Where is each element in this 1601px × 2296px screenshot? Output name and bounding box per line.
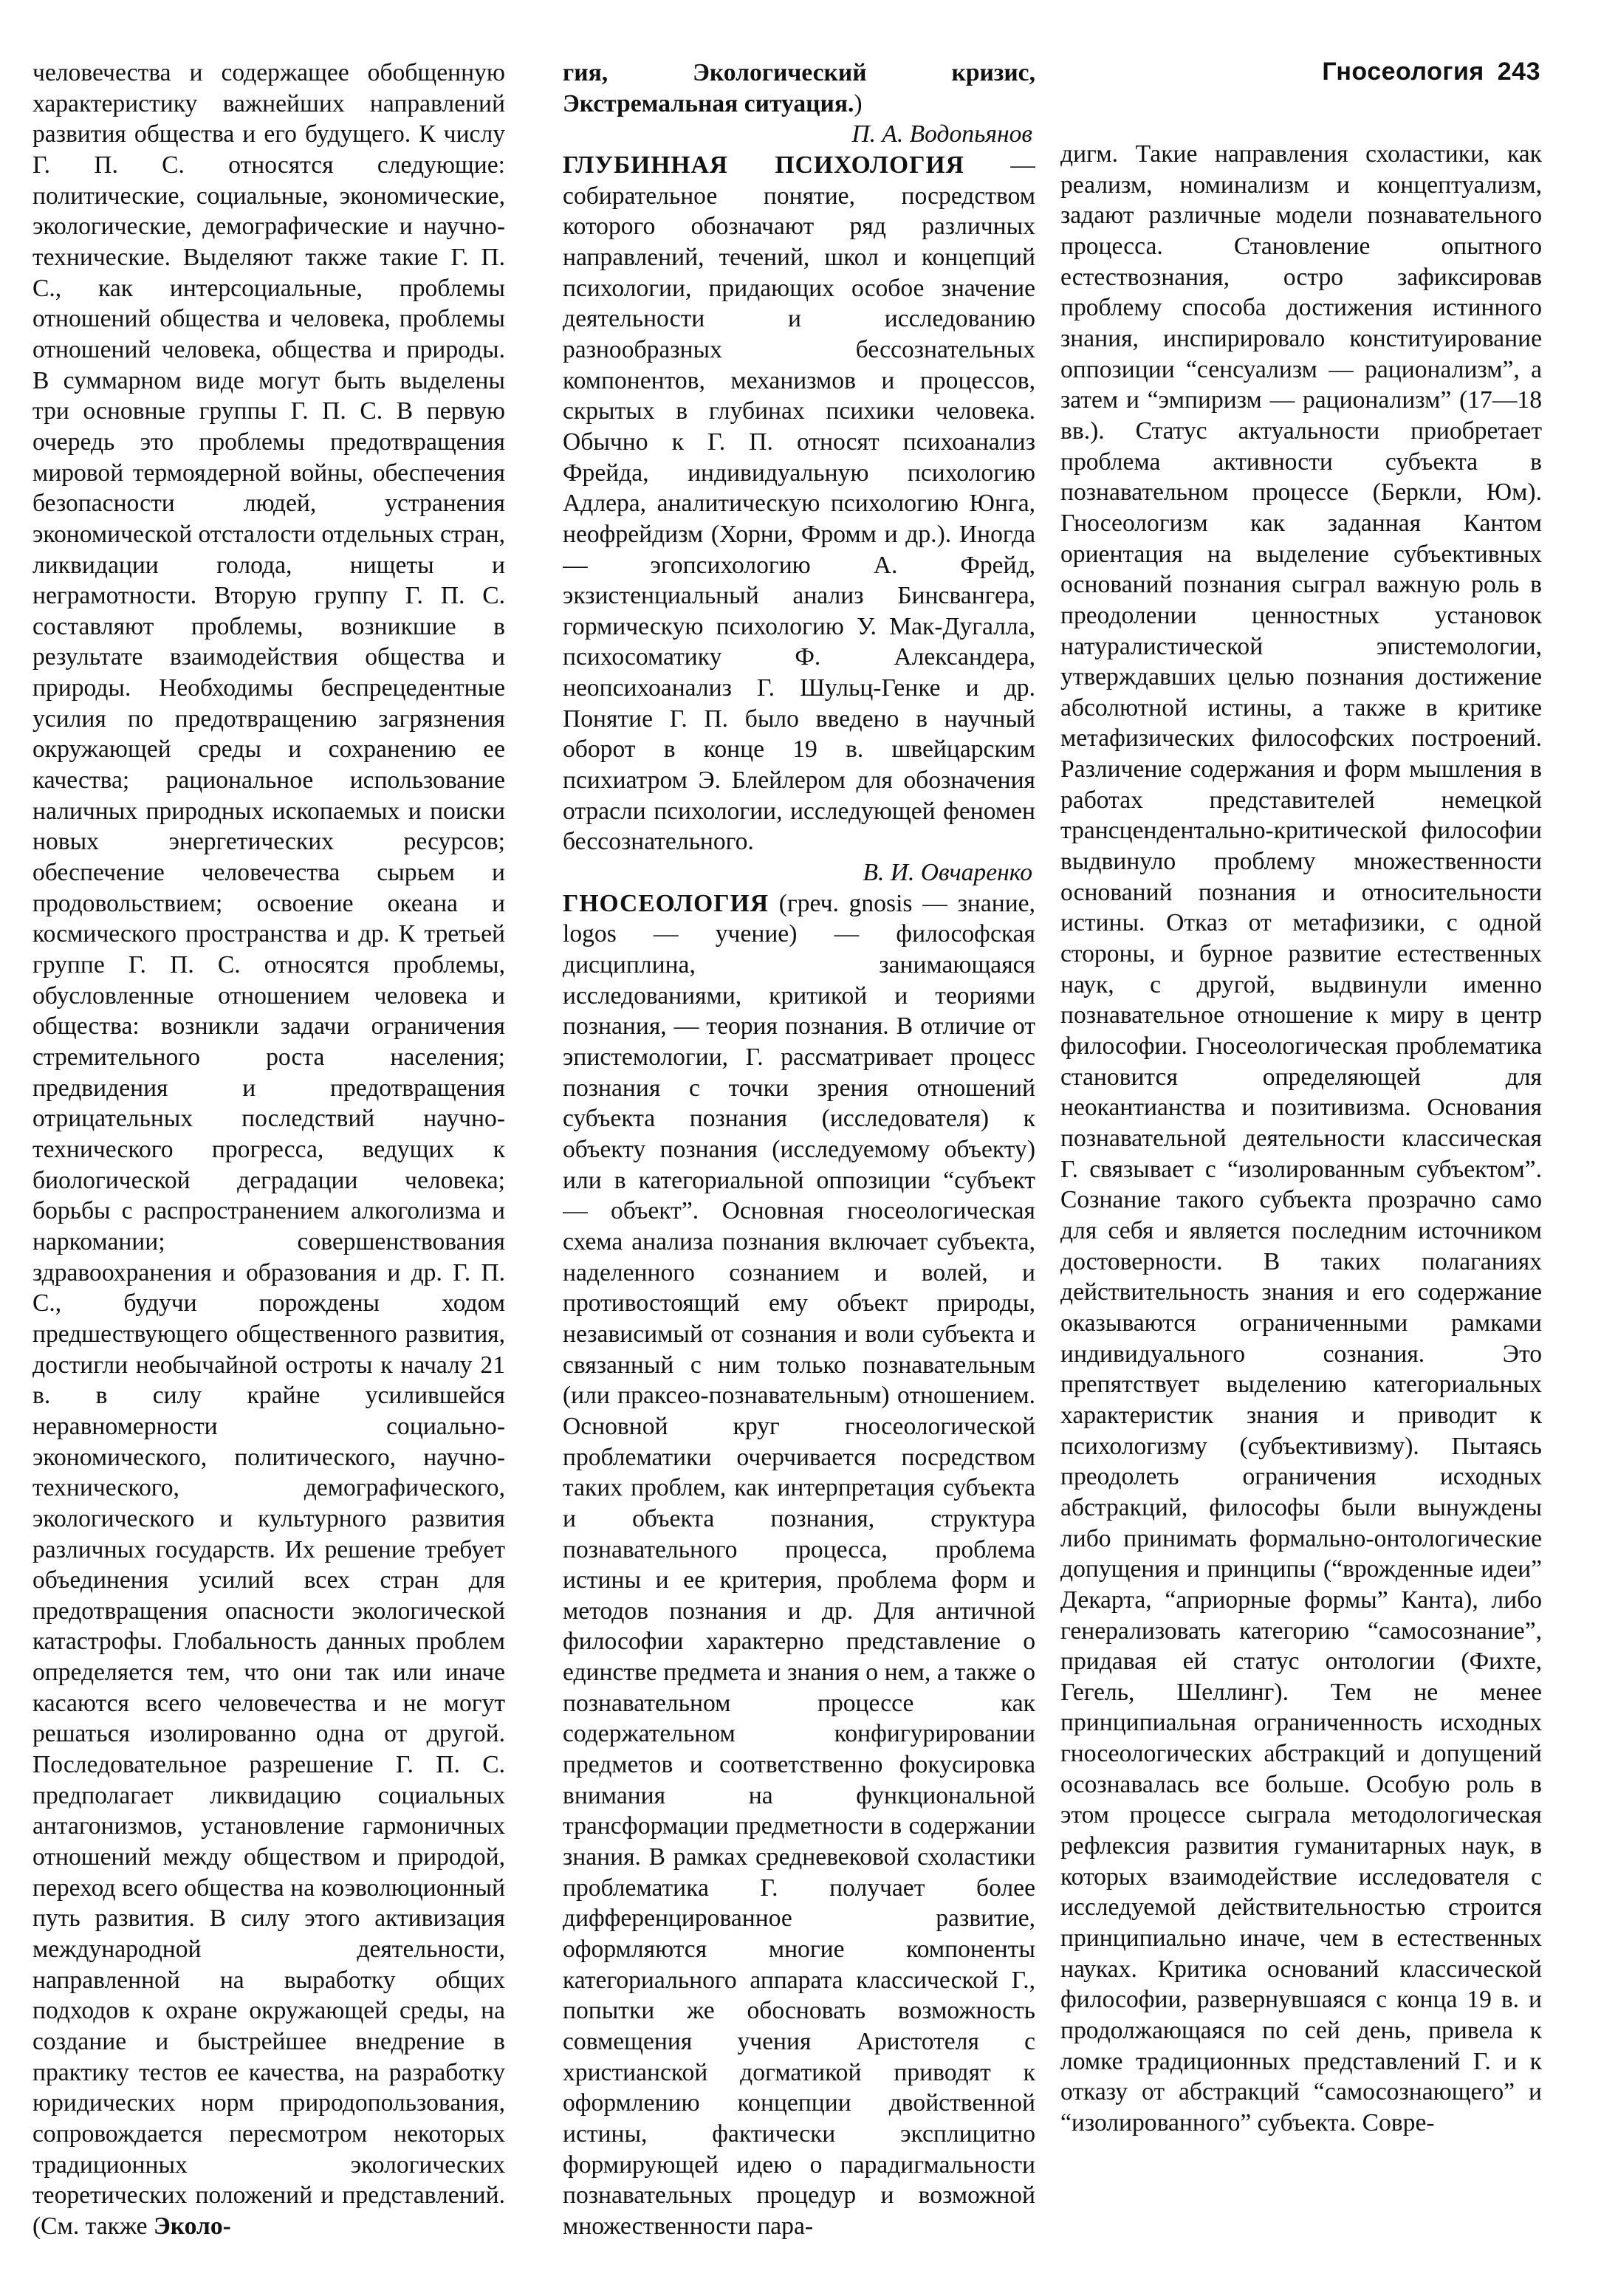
article-entry — [563, 150, 1035, 857]
cross-reference-start: Эколо- — [153, 2212, 231, 2240]
entry-headword: ГНОСЕОЛОГИЯ — [563, 889, 769, 917]
entry-headword: ГЛУБИННАЯ ПСИХОЛОГИЯ — [563, 151, 964, 179]
column-right — [1060, 139, 1542, 2266]
entry-body: — собирательное понятие, посредством которого обозначают ряд различных направлений, течений, школ и концепций психологии, придающих особое значение деятельности и исследованию разнообразных бессознательных компонентов, механизмов и процессов, скрытых в глубинах психики человека. Обычно к Г. П. относят психоанализ Фрейда, индивидуальную психологию Адлера, аналитическую психологию Юнга, неофрейдизм (Хорни, Фромм и др.). Иногда — эгопсихологию А. Фрейд, экзистенциальный анализ Бинсвангера, гормическую психологию У. Мак-Дугалла, психосоматику Ф. Александера, неопсихоанализ Г. Шульц-Генке и др. Понятие Г. П. было введено в научный оборот в конце 19 в. швейцарским психиатром Э. Блейлером для обозначения отрасли психологии, исследующей феномен бессознательного. — [563, 151, 1035, 856]
running-head — [1322, 58, 1540, 86]
running-head-title: Гносеология — [1322, 58, 1484, 86]
cross-reference-paragraph — [563, 58, 1035, 119]
article-author: В. И. Овчаренко — [863, 859, 1032, 887]
article-continuation-text: дигм. Такие направления схоластики, как реализм, номинализм и концептуализм, задают различные модели познавательного процесса. Становление опытного естествознания, остро зафиксировав проблему способа достижения истинного знания, инспирировало конституирование оппозиции “сенсуализм — рационализм”, а затем и “эмпиризм — рационализм” (17—18 вв.). Статус актуальности приобретает проблема активности субъекта в познавательном процессе (Беркли, Юм). Гносеологизм как заданная Кантом ориентация на выделение субъективных оснований познания сыграл важную роль в преодолении ценностных установок натуралистической эпистемологии, утверждавших целью познания достижение абсолютной истины, а также в критике метафизических философских построений. Различение содержания и форм мышления в работах представителей немецкой трансцендентально-критической философии выдвинуло проблему множественности оснований познания и относительности истины. Отказ от метафизики, с одной стороны, и бурное развитие естественных наук, с другой, выдвинули именно познавательное отношение к миру в центр философии. Гносеологическая проблематика становится определяющей для неокантианства и позитивизма. Основания познавательной деятельности классическая Г. связывает с “изолированным субъектом”. Сознание такого субъекта прозрачно само для себя и является последним источником достоверности. В таких полаганиях действительность знания и его содержание оказываются ограниченными рамками индивидуального сознания. Это препятствует выделению категориальных характеристик знания и приводит к психологизму (субъективизму). Пытаясь преодолеть ограничения исходных абстракций, философы были вынуждены либо принимать формально-онтологические допущения и принципы (“врожденные идеи” Декарта, “априорные формы” Канта), либо генерализовать категорию “самосознание”, придавая ей статус онтологии (Фихте, Гегель, Шеллинг). Тем не менее принципиальная ограниченность исходных гносеологических абстракций и допущений осознавалась все больше. Особую роль в этом процессе сыграла методологическая рефлексия развития гуманитарных наук, в которых взаимодействие исследователя с исследуемой действительностью строится принципиально иначе, чем в естественных науках. Критика оснований классической философии, развернувшаяся с конца 19 в. и продолжающаяся по сей день, привела к ломке традиционных представлений Г. и к отказу от абстракций “самосознающего” и “изолированного” субъекта. Совре- — [1060, 140, 1542, 2136]
page-number: 243 — [1497, 58, 1540, 86]
cross-reference-continuation: гия, Экологический кризис, Экстремальная ситуация. — [563, 59, 1035, 117]
article-author: П. А. Водопьянов — [851, 120, 1032, 148]
article-entry — [563, 888, 1035, 2242]
column-left — [32, 58, 505, 2266]
column-middle — [563, 58, 1035, 2266]
article-continuation-text — [32, 58, 505, 2242]
cross-reference-close: ) — [854, 89, 863, 117]
continuation-body: человечества и содержащее обобщенную характеристику важнейших направлений развития общества и его будущего. К числу Г. П. С. относятся следующие: политические, социальные, экономические, экологические, демографические и научно-технические. Выделяют также такие Г. П. С., как интерсоциальные, проблемы отношений общества и человека, проблемы отношений человека, общества и природы. В суммарном виде могут быть выделены три основные группы Г. П. С. В первую очередь это проблемы предотвращения мировой термоядерной войны, обеспечения безопасности людей, устранения экономической отсталости отдельных стран, ликвидации голода, нищеты и неграмотности. Вторую группу Г. П. С. составляют проблемы, возникшие в результате взаимодействия общества и природы. Необходимы беспрецедентные усилия по предотвращению загрязнения окружающей среды и сохранению ее качества; рациональное использование наличных природных ископаемых и поиски новых энергетических ресурсов; обеспечение человечества сырьем и продовольствием; освоение океана и космического пространства и др. К третьей группе Г. П. С. относятся проблемы, обусловленные отношением человека и общества: возникли задачи ограничения стремительного роста населения; предвидения и предотвращения отрицательных последствий научно-технического прогресса, ведущих к биологической деградации человека; борьбы с распространением алкоголизма и наркомании; совершенствования здравоохранения и образования и др. Г. П. С., будучи порождены ходом предшествующего общественного развития, достигли необычайной остроты к началу 21 в. в силу крайне усилившейся неравномерности социально-экономического, политического, научно-технического, демографического, экологического и культурного развития различных государств. Их решение требует объединения усилий всех стран для предотвращения опасности экологической катастрофы. Глобальность данных проблем определяется тем, что они так или иначе касаются всего человечества и не могут решаться изолированно одна от другой. Последовательное разрешение Г. П. С. предполагает ликвидацию социальных антагонизмов, установление гармоничных отношений между обществом и природой, переход всего общества на коэволюционный путь развития. В силу этого активизация международной деятельности, направленной на выработку общих подходов к охране окружающей среды, на создание и быстрейшее внедрение в практику тестов ее качества, на разработку юридических норм природопользования, сопровождается пересмотром некоторых традиционных экологических теоретических положений и представлений. (См. также — [32, 59, 505, 2240]
entry-body: (греч. gnosis — знание, logos — учение) — философская дисциплина, занимающаяся исследованиями, критикой и теориями познания, — теория познания. В отличие от эпистемологии, Г. рассматривает процесс познания с точки зрения отношений субъекта познания (исследователя) к объекту познания (исследуемому объекту) или в категориальной оппозиции “субъект — объект”. Основная гносеологическая схема анализа познания включает субъекта, наделенного сознанием и волей, и противостоящий ему объект природы, независимый от сознания и воли субъекта и связанный с ним только познавательным (или праксео-познавательным) отношением. Основной круг гносеологической проблематики очерчивается посредством таких проблем, как интерпретация субъекта и объекта познания, структура познавательного процесса, проблема истины и ее критерия, проблема форм и методов познания и др. Для античной философии характерно представление о единстве предмета и знания о нем, а также о познавательном процессе как содержательном конфигурировании предметов и соответственно фокусировка внимания на функциональной трансформации предметности в содержании знания. В рамках средневековой схоластики проблематика Г. получает более дифференцированное развитие, оформляются многие компоненты категориального аппарата классической Г., попытки же обосновать возможность совмещения учения Аристотеля с христианской догматикой приводят к оформлению концепции двойственной истины, фактически эксплицитно формирующей идею о парадигмальности познавательных процедур и возможной множественности пара- — [563, 889, 1035, 2240]
